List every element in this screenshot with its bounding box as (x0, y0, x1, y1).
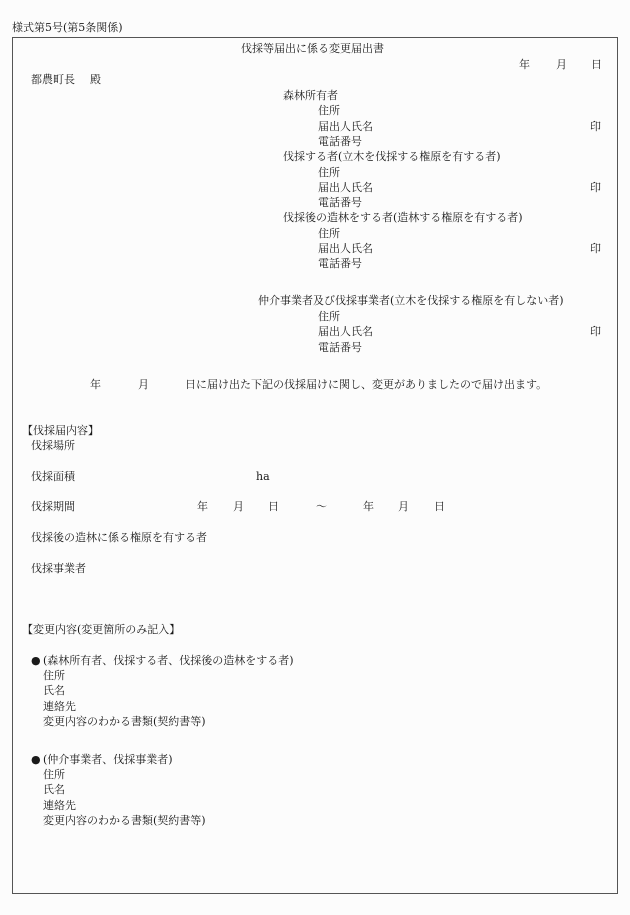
date-year: 年 (519, 58, 530, 71)
change-item: 連絡先 (43, 799, 76, 812)
change-group-heading: (森林所有者、伐採する者、伐採後の造林をする者) (43, 654, 294, 667)
party-heading-forest-owner: 森林所有者 (283, 89, 338, 102)
period-to-month: 月 (398, 500, 409, 513)
period-tilde: 〜 (316, 500, 327, 513)
date-month: 月 (556, 58, 567, 71)
change-item: 氏名 (43, 684, 65, 697)
felling-area-unit: ha (256, 470, 270, 483)
party-phone-label: 電話番号 (318, 135, 362, 148)
change-item: 変更内容のわかる書類(契約書等) (43, 715, 206, 728)
addressee-title: 都農町長 (31, 73, 75, 86)
page-title: 伐採等届出に係る変更届出書 (241, 42, 384, 55)
rights-holder-label: 伐採後の造林に係る権原を有する者 (31, 531, 207, 544)
change-item: 住所 (43, 669, 65, 682)
change-section-heading: 【変更内容(変更箇所のみ記入】 (22, 623, 181, 636)
party-name-label: 届出人氏名 (318, 325, 373, 338)
party-name-label: 届出人氏名 (318, 120, 373, 133)
seal-mark: 印 (590, 242, 601, 255)
party-name-label: 届出人氏名 (318, 181, 373, 194)
change-item: 氏名 (43, 783, 65, 796)
statement-month: 月 (138, 378, 149, 391)
period-to-year: 年 (363, 500, 374, 513)
form-number: 様式第5号(第5条関係) (12, 21, 123, 34)
felling-area-label: 伐採面積 (31, 470, 75, 483)
felling-period-label: 伐採期間 (31, 500, 75, 513)
party-address-label: 住所 (318, 104, 340, 117)
party-heading-reforester: 伐採後の造林をする者(造林する権原を有する者) (283, 211, 523, 224)
party-heading-feller: 伐採する者(立木を伐採する権原を有する者) (283, 150, 501, 163)
change-item: 住所 (43, 768, 65, 781)
statement-text: 日に届け出た下記の伐採届けに関し、変更がありましたので届け出ます。 (185, 378, 548, 391)
period-from-month: 月 (233, 500, 244, 513)
party-heading-intermediary: 仲介事業者及び伐採事業者(立木を伐採する権原を有しない者) (258, 294, 564, 307)
change-item: 連絡先 (43, 700, 76, 713)
change-group-bullet: ● (31, 654, 41, 667)
change-group-heading: (仲介事業者、伐採事業者) (43, 753, 173, 766)
seal-mark: 印 (590, 325, 601, 338)
party-phone-label: 電話番号 (318, 341, 362, 354)
statement-year: 年 (90, 378, 101, 391)
seal-mark: 印 (590, 120, 601, 133)
party-phone-label: 電話番号 (318, 257, 362, 270)
party-phone-label: 電話番号 (318, 196, 362, 209)
seal-mark: 印 (590, 181, 601, 194)
party-name-label: 届出人氏名 (318, 242, 373, 255)
date-day: 日 (591, 58, 602, 71)
party-address-label: 住所 (318, 227, 340, 240)
contractor-label: 伐採事業者 (31, 562, 86, 575)
party-address-label: 住所 (318, 310, 340, 323)
period-to-day: 日 (434, 500, 445, 513)
change-group-bullet: ● (31, 753, 41, 766)
period-from-day: 日 (268, 500, 279, 513)
addressee-honorific: 殿 (90, 73, 101, 86)
felling-location-label: 伐採場所 (31, 439, 75, 452)
change-item: 変更内容のわかる書類(契約書等) (43, 814, 206, 827)
felling-section-heading: 【伐採届内容】 (22, 424, 99, 437)
period-from-year: 年 (197, 500, 208, 513)
party-address-label: 住所 (318, 166, 340, 179)
